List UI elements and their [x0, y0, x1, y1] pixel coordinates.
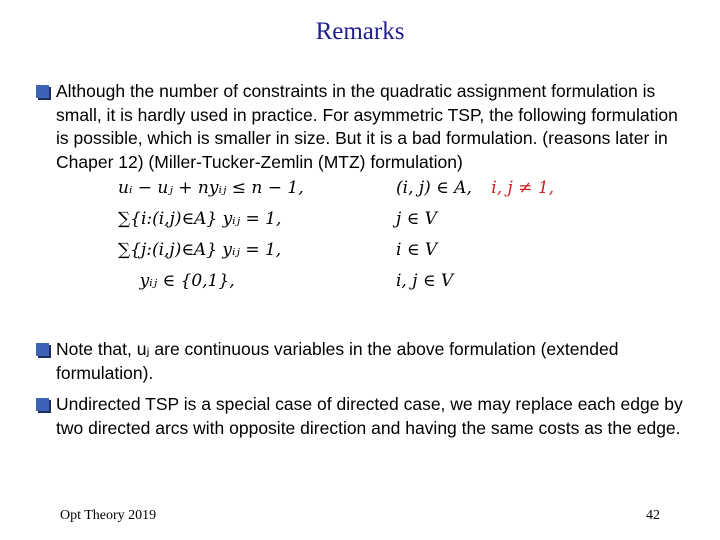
constraint-domain-text: (i, j) ∈ A, [396, 178, 472, 198]
mtz-formulation [118, 178, 598, 302]
footer-course-label: Opt Theory 2019 [60, 508, 157, 523]
constraint-lhs: uᵢ − uⱼ + nyᵢⱼ ≤ n − 1, [118, 178, 304, 198]
bullet-item [36, 393, 686, 440]
constraint-domain: i ∈ V [396, 240, 438, 260]
bullet-item [36, 80, 686, 174]
constraint-lhs: yᵢⱼ ∈ {0,1}, [118, 271, 235, 291]
page-number: 42 [646, 508, 660, 523]
constraint-lhs: ∑{i:(i,j)∈A} yᵢⱼ = 1, [118, 209, 282, 229]
constraint-lhs: ∑{j:(i,j)∈A} yᵢⱼ = 1, [118, 240, 282, 260]
bullet-square-icon [36, 398, 49, 411]
bullet-item [36, 338, 686, 385]
constraint-row [118, 271, 598, 302]
bullet-square-icon [36, 343, 49, 356]
constraint-domain: i, j ∈ V [396, 271, 454, 291]
constraint-row [118, 209, 598, 240]
bullet-text: Undirected TSP is a special case of directed case, we may replace each edge by two directed arcs with opposite direction and having the same costs as the edge. [56, 394, 683, 438]
slide-title: Remarks [315, 18, 405, 45]
bullet-square-icon [36, 85, 49, 98]
bullet-text: Although the number of constraints in the quadratic assignment formulation is small, it is hardly used in practice. For asymmetric TSP, the following formulation is possible, which is smaller in size. But it is a bad formulation. (reasons later in Chaper 12) (Miller-Tucker-Zemlin (MTZ) formulation) [56, 81, 678, 172]
constraint-row [118, 240, 598, 271]
constraint-domain: j ∈ V [396, 209, 437, 229]
constraint-domain-highlight: i, j ≠ 1, [491, 178, 555, 198]
constraint-domain [396, 178, 554, 198]
constraint-row [118, 178, 598, 209]
bullet-text: Note that, uⱼ are continuous variables in the above formulation (extended formulation). [56, 339, 619, 383]
